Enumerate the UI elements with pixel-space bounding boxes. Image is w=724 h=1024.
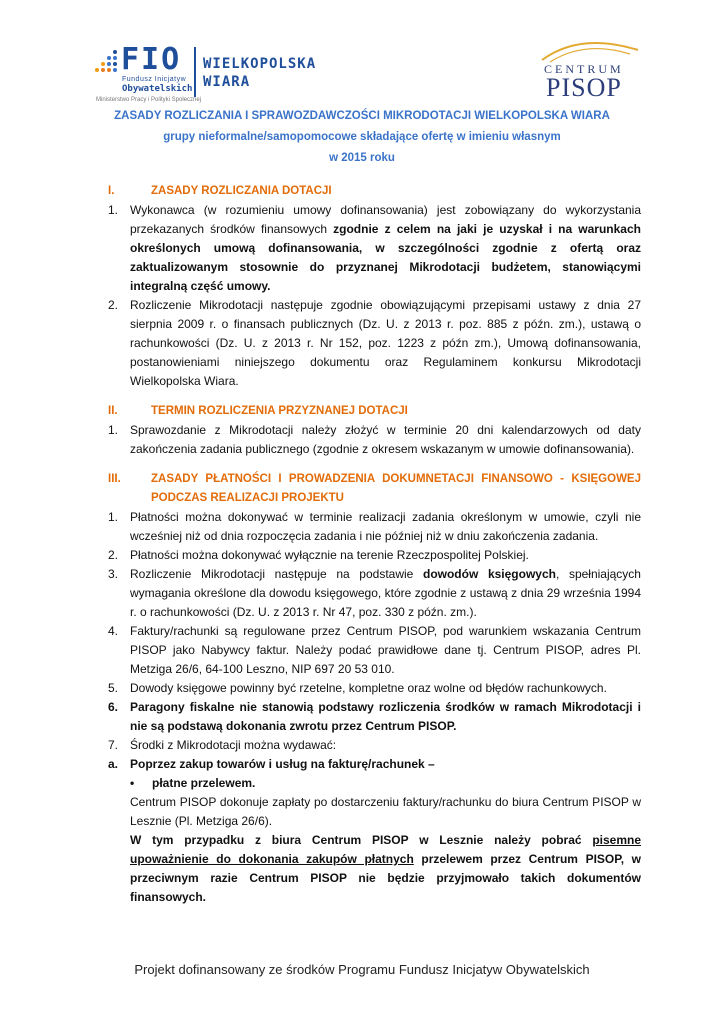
list-item-number: 1. — [108, 203, 119, 217]
text-run: , spełniających wymagania określone dla dowodu księgowego, które zgodnie z ustawą z dnia 29 września 1994 r. o rachunkowości (Dz. U. z 2013 r. Nr 47, poz. 330 z późn. zm.). — [130, 567, 641, 619]
list-item-number: a. — [108, 757, 119, 771]
list-item-text — [130, 736, 641, 755]
text-run: zgodnie z celem na jaki je uzyskał i na warunkach określonych umową dofinansowania, w szczególności zgodnie z ofertą oraz zaktualizowanym stosownie do przyznanej Mikrodotacji budżetem, stanowiącymi integralną część umowy. — [130, 222, 641, 293]
partner-logo-line2: WIARA — [203, 74, 251, 90]
list-item-text — [130, 421, 641, 459]
list-item-number: 1. — [108, 510, 119, 524]
fio-logo-dots-icon — [95, 52, 117, 76]
fio-logo-subtitle-bold: Obywatelskich — [122, 84, 193, 94]
text-run: Dowody księgowe powinny być rzetelne, kompletne oraz wolne od błędów rachunkowych. — [130, 681, 607, 695]
text-run: Paragony fiskalne nie stanowią podstawy rozliczenia środków w ramach Mikrodotacji i nie są podstawą dokonania zwrotu przez Centrum PISOP. — [130, 700, 641, 733]
list-item — [108, 421, 641, 459]
section-heading — [108, 402, 641, 421]
text-run: dowodów księgowych — [422, 567, 556, 581]
list-item — [108, 201, 641, 296]
list-item-text — [130, 201, 641, 296]
text-run: Środki z Mikrodotacji można wydawać: — [130, 738, 337, 752]
text-run: Sprawozdanie z Mikrodotacji należy złożyć w terminie 20 dni kalendarzowych od daty zakończenia zadania publicznego (zgodnie z okresem wskazanym w umowie dofinansowania). — [130, 423, 641, 456]
section-title: TERMIN ROZLICZENIA PRZYZNANEJ DOTACJI — [151, 405, 408, 417]
text-run: Rozliczenie Mikrodotacji następuje na podstawie — [130, 567, 423, 581]
text-run: pisemne upoważnienie do dokonania zakupów płatnych — [130, 833, 641, 866]
list-item — [108, 508, 641, 546]
text-run: Wykonawca (w rozumieniu umowy dofinansowania) jest zobowiązany do wykorzystania przekazanych środków finansowych — [130, 203, 641, 236]
list-item-text — [130, 698, 641, 736]
list-item-number: 4. — [108, 624, 119, 638]
section-heading — [108, 182, 641, 201]
list-item-text — [130, 546, 641, 565]
list-item — [108, 755, 641, 774]
text-run: W tym przypadku z biura Centrum PISOP w Lesznie należy pobrać — [130, 833, 593, 847]
pisop-logo-name: PISOP — [546, 73, 622, 102]
list-item — [108, 736, 641, 755]
list-item — [108, 679, 641, 698]
section-heading — [108, 470, 641, 508]
text-run: Faktury/rachunki są regulowane przez Centrum PISOP, pod warunkiem wskazania Centrum PISOP jako Nabywcy faktur. Należy podać prawidłowe dane tj. Centrum PISOP, adres Pl. Metziga 26/6, 64-100 Leszno, NIP 697 20 53 010. — [130, 624, 641, 676]
page-footer: Projekt dofinansowany ze środków Programu Fundusz Inicjatyw Obywatelskich — [134, 962, 590, 977]
bullet-text: płatne przelewem. — [152, 776, 256, 790]
list-item-text — [130, 508, 641, 546]
page-header — [0, 0, 724, 110]
section-title: ZASADY PŁATNOŚCI I PROWADZENIA DOKUMNETACJI FINANSOWO - KSIĘGOWEJ PODCZAS REALIZACJI PROJEKTU — [151, 473, 641, 504]
list-item-number: 1. — [108, 423, 119, 437]
paragraph — [108, 831, 641, 907]
text-run: Płatności można dokonywać w terminie realizacji zadania określonym w umowie, czyli nie wcześniej niż od dnia rozpoczęcia zadania i nie później niż w dniu zakończenia zadania. — [130, 510, 641, 543]
list-item-number: 2. — [108, 298, 119, 312]
list-item-number: 5. — [108, 681, 119, 695]
list-item-number: 7. — [108, 738, 119, 752]
list-item-number: 2. — [108, 548, 119, 562]
text-run: Centrum PISOP dokonuje zapłaty po dostarczeniu faktury/rachunku do biura Centrum PISOP w Lesznie (Pl. Metziga 26/6). — [130, 795, 641, 828]
section-title: ZASADY ROZLICZANIA DOTACJI — [151, 185, 332, 197]
text-run: Poprzez zakup towarów i usług na fakturę/rachunek – — [130, 757, 435, 771]
paragraph — [108, 793, 641, 831]
fio-logo-word: FIO — [121, 42, 182, 77]
list-item-text — [130, 296, 641, 391]
pisop-logo-centrum: CENTRUM — [544, 62, 624, 76]
list-item-text — [130, 755, 641, 774]
section-number: III. — [108, 473, 121, 485]
document-year: w 2015 roku — [329, 152, 395, 164]
logo-divider — [194, 47, 196, 97]
list-item — [108, 622, 641, 679]
text-run: Rozliczenie Mikrodotacji następuje zgodnie obowiązującymi przepisami ustawy z dnia 27 sierpnia 2009 r. o finansach publicznych (Dz. U. z 2013 r. poz. 885 z późn. zm.), ustawą o rachunkowości (Dz. U. z 2013 r. Nr 152, poz. 1223 z późn zm.), Umową dofinansowania, postanowieniami niniejszego dokumentu oraz Regulaminem konkursu Mikrodotacji Wielkopolska Wiara. — [130, 298, 641, 388]
list-item-text — [130, 565, 641, 622]
text-run: przelewem przez Centrum PISOP, w przeciwnym razie Centrum PISOP nie będzie przyjmowało takich dokumentów finansowych. — [130, 852, 641, 904]
document-body — [108, 182, 641, 907]
list-item-text — [130, 679, 641, 698]
section-number: I. — [108, 185, 115, 197]
fio-logo-subtitle: Fundusz Inicjatyw — [122, 76, 187, 83]
list-item-number: 3. — [108, 567, 119, 581]
list-item — [108, 698, 641, 736]
list-item-text — [130, 622, 641, 679]
bullet-symbol: • — [130, 776, 135, 790]
list-item — [108, 296, 641, 391]
bullet-item — [108, 774, 641, 793]
section-number: II. — [108, 405, 118, 417]
text-run: Płatności można dokonywać wyłącznie na terenie Rzeczpospolitej Polskiej. — [130, 548, 529, 562]
document-title: ZASADY ROZLICZANIA I SPRAWOZDAWCZOŚCI MIKRODOTACJI WIELKOPOLSKA WIARA — [114, 110, 610, 122]
document-subtitle: grupy nieformalne/samopomocowe składające ofertę w imieniu własnym — [163, 131, 561, 143]
partner-logo-line1: WIELKOPOLSKA — [203, 56, 317, 72]
list-item-number: 6. — [108, 700, 119, 714]
fio-logo-ministry: Ministerstwo Pracy i Polityki Społecznej — [96, 97, 202, 103]
list-item — [108, 565, 641, 622]
list-item — [108, 546, 641, 565]
